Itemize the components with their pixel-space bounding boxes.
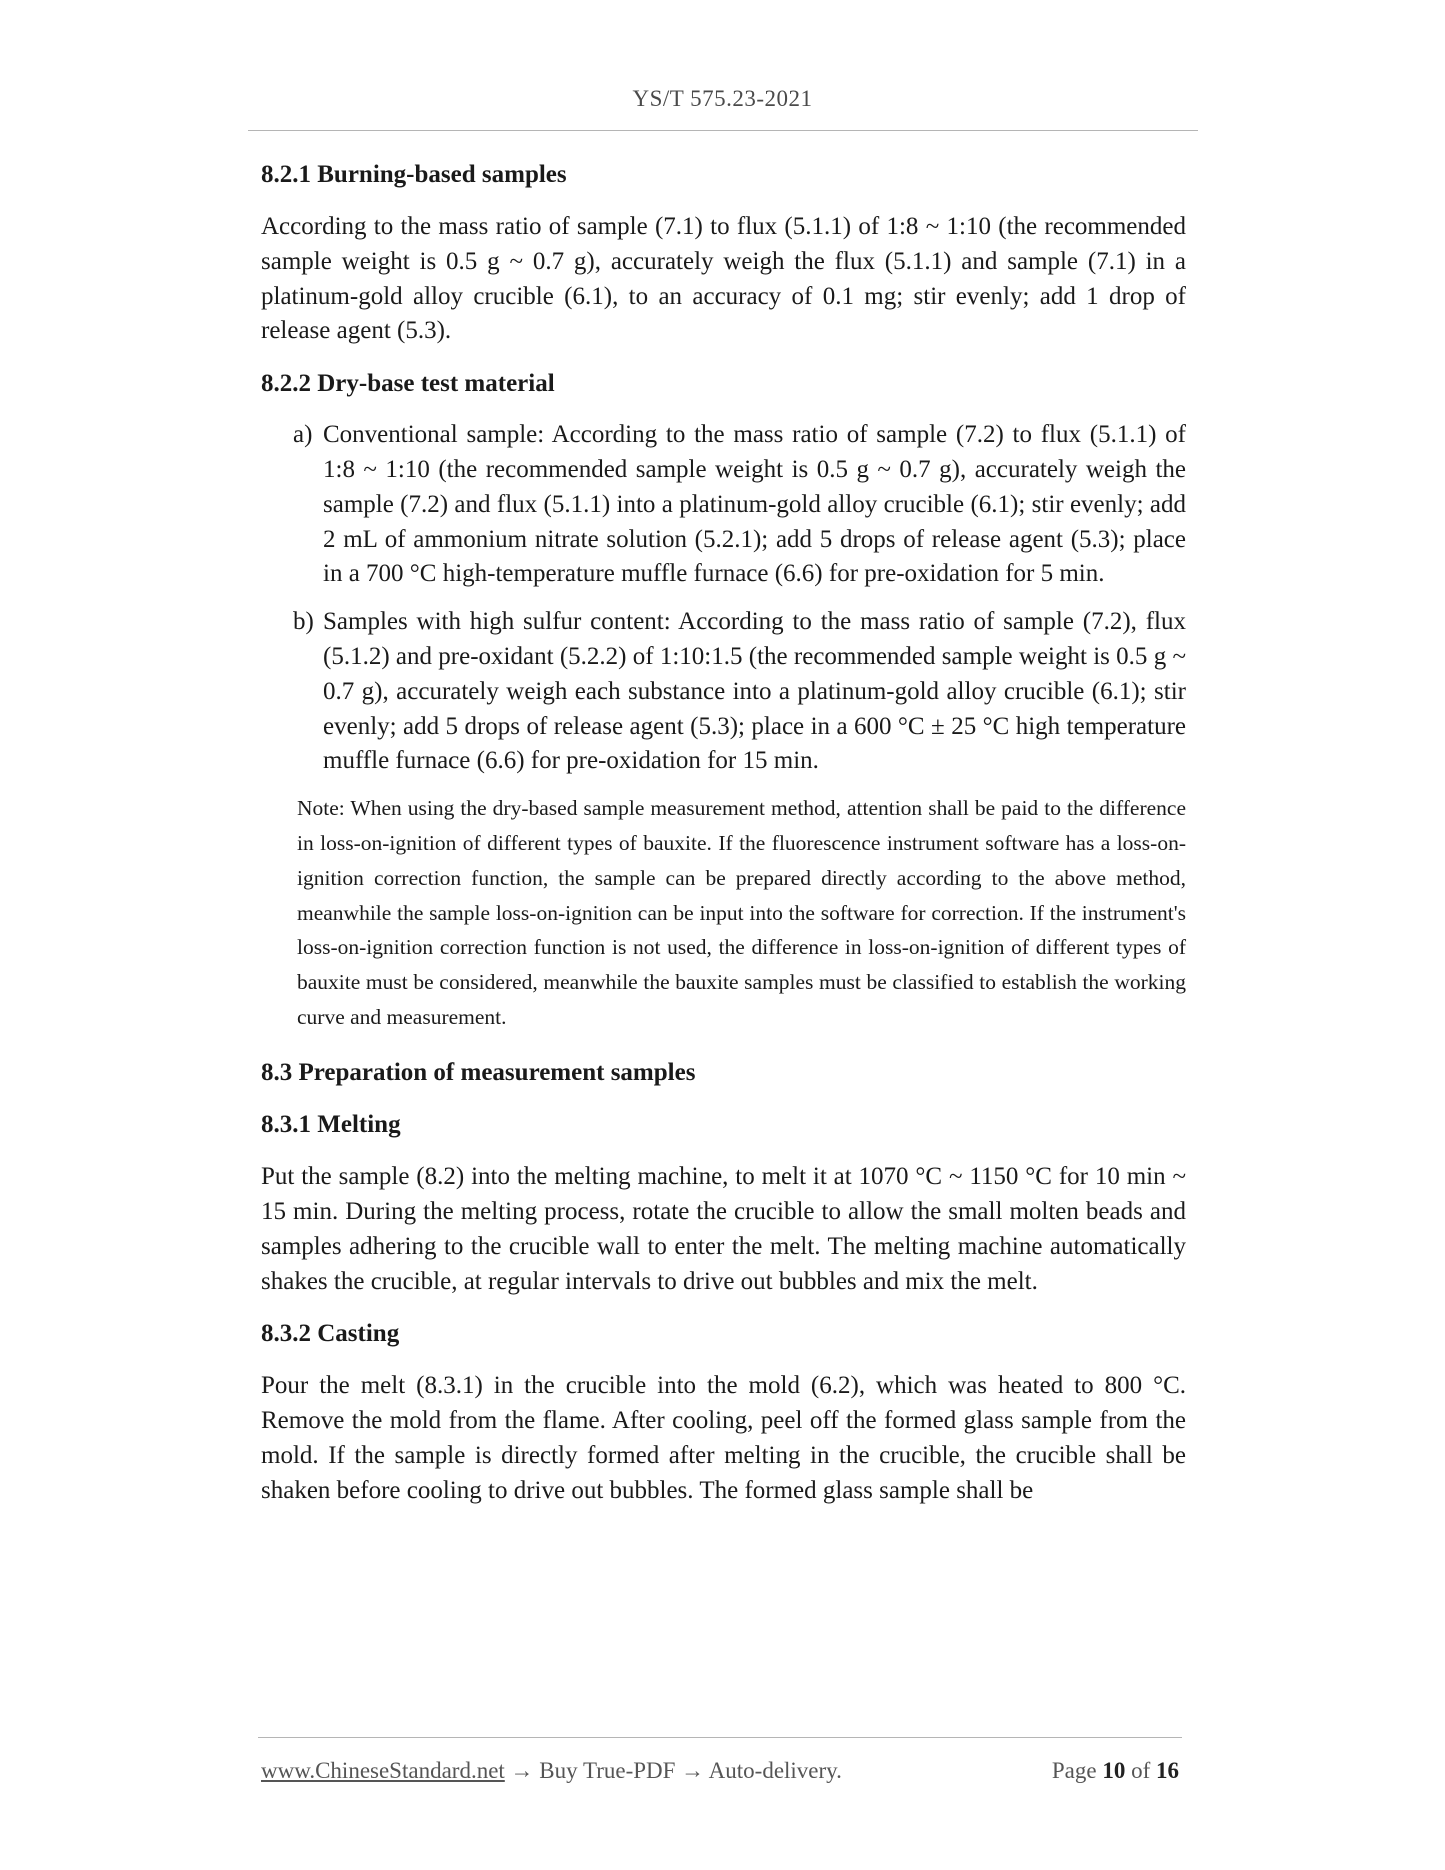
section-8-3-1-heading: 8.3.1 Melting bbox=[261, 1111, 401, 1139]
list-marker-a: a) bbox=[293, 421, 313, 449]
section-8-3-1-paragraph: Put the sample (8.2) into the melting machine, to melt it at 1070 °C ~ 1150 °C for 10 min ~ 15 min. During the melting process, rotate the crucible to allow the small molten beads and samples adhering to the crucible wall to enter the melt. The melting machine automatically shakes the crucible, at regular intervals to drive out bubbles and mix the melt. bbox=[261, 1163, 1186, 1295]
footer-promo bbox=[261, 1758, 842, 1784]
list-marker-b: b) bbox=[293, 608, 314, 636]
section-8-2-2-heading: 8.2.2 Dry-base test material bbox=[261, 370, 555, 398]
total-pages-number: 16 bbox=[1156, 1758, 1179, 1783]
list-item-b-text: Samples with high sulfur content: According to the mass ratio of sample (7.2), flux (5.1.2) and pre-oxidant (5.2.2) of 1:10:1.5 (the recommended sample weight is 0.5 g ~ 0.7 g), accurately weigh each substance into a platinum-gold alloy crucible (6.1); stir evenly; add 5 drops of release agent (5.3); place in a 600 °C ± 25 °C high temperature muffle furnace (6.6) for pre-oxidation for 15 min. bbox=[323, 608, 1186, 775]
note-paragraph: Note: When using the dry-based sample measurement method, attention shall be paid to the difference in loss-on-ignition of different types of bauxite. If the fluorescence instrument software has a loss-on-ignition correction function, the sample can be prepared directly according to the above method, meanwhile the sample loss-on-ignition can be input into the software for correction. If the instrument's loss-on-ignition correction function is not used, the difference in loss-on-ignition of different types of bauxite must be considered, meanwhile the bauxite samples must be classified to establish the working curve and measurement. bbox=[297, 796, 1186, 1029]
list-item-a-text: Conventional sample: According to the mass ratio of sample (7.2) to flux (5.1.1) of 1:8 ~ 1:10 (the recommended sample weight is 0.5 g ~ 0.7 g), accurately weigh the sample (7.2) and flux (5.1.1) into a platinum-gold alloy crucible (6.1); stir evenly; add 2 mL of ammonium nitrate solution (5.2.1); add 5 drops of release agent (5.3); place in a 700 °C high-temperature muffle furnace (6.6) for pre-oxidation for 5 min. bbox=[323, 421, 1186, 588]
document-code-header: YS/T 575.23-2021 bbox=[632, 86, 813, 111]
list-item-b bbox=[261, 605, 1186, 779]
section-8-3-2-heading: 8.3.2 Casting bbox=[261, 1320, 400, 1348]
footer-promo-text: → Buy True-PDF → Auto-delivery. bbox=[504, 1758, 842, 1783]
current-page-number: 10 bbox=[1102, 1758, 1126, 1783]
section-8-2-1-heading: 8.2.1 Burning-based samples bbox=[261, 161, 567, 188]
section-8-3-heading: 8.3 Preparation of measurement samples bbox=[261, 1059, 696, 1087]
page-label: Page bbox=[1051, 1758, 1097, 1783]
website-link[interactable]: www.ChineseStandard.net bbox=[261, 1758, 505, 1783]
page-indicator bbox=[1052, 1758, 1179, 1784]
section-8-2-1-paragraph: According to the mass ratio of sample (7.1) to flux (5.1.1) of 1:8 ~ 1:10 (the recommended sample weight is 0.5 g ~ 0.7 g), accurately weigh the flux (5.1.1) and sample (7.1) in a platinum-gold alloy crucible (6.1), to an accuracy of 0.1 mg; stir evenly; add 1 drop of release agent (5.3). bbox=[261, 213, 1186, 345]
section-8-3-2-paragraph: Pour the melt (8.3.1) in the crucible into the mold (6.2), which was heated to 800 °C. Remove the mold from the flame. After cooling, peel off the formed glass sample from the mold. If the sample is directly formed after melting in the crucible, the crucible shall be shaken before cooling to drive out bubbles. The formed glass sample shall be bbox=[261, 1372, 1186, 1504]
of-label: of bbox=[1131, 1758, 1151, 1783]
footer-divider bbox=[258, 1737, 1182, 1738]
list-item-a bbox=[261, 418, 1186, 592]
page-content bbox=[261, 158, 1186, 1509]
header-divider bbox=[248, 130, 1198, 131]
